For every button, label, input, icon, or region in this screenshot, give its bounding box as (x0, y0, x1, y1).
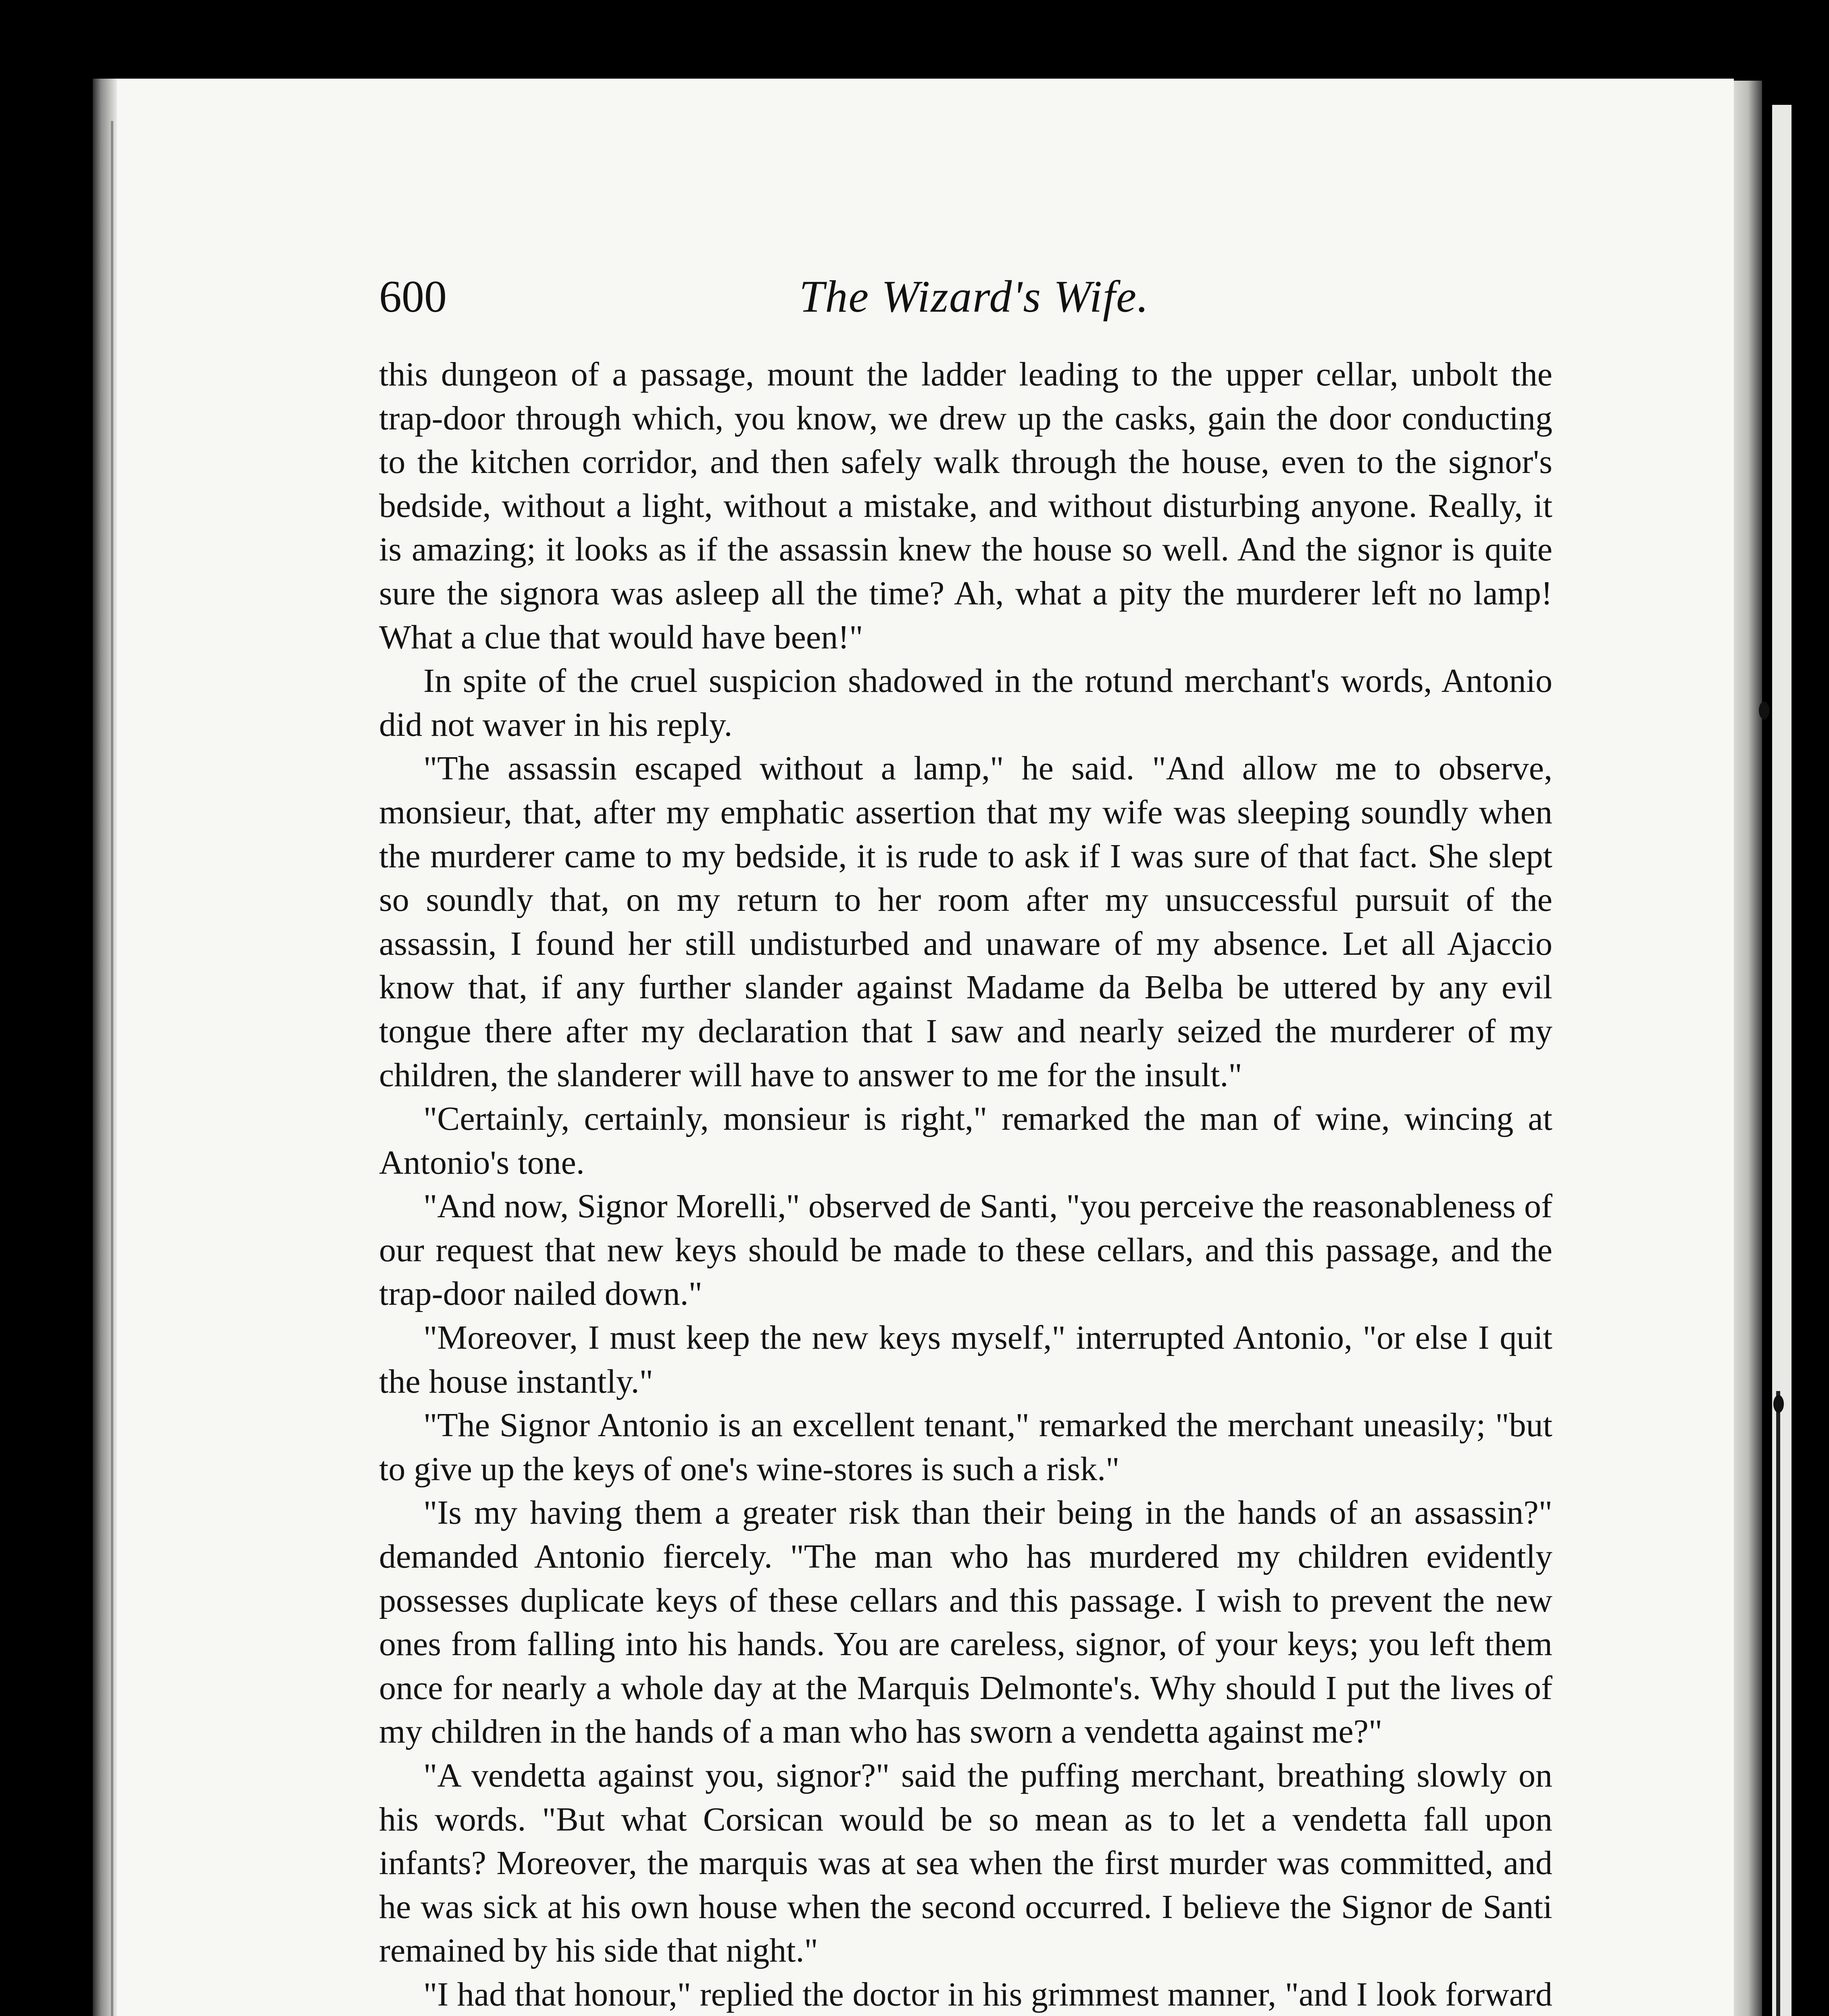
running-head (379, 258, 1149, 339)
binding-knot (1759, 702, 1769, 719)
paragraph: this dungeon of a passage, mount the ladder leading to the upper cellar, unbolt the trap-door through which, you know, we drew up the casks, gain the door conducting to the kitchen corridor, and then safely walk through the house, even to the signor's bedside, without a light, without a mistake, and without disturbing anyone. Really, it is amazing; it looks as if the assassin knew the house so well. And the signor is quite sure the signora was asleep all the time? Ah, what a pity the murderer left no lamp! What a clue that would have been!" (379, 356, 1552, 656)
page-edge-strip (1734, 81, 1762, 2016)
binding-thread (1776, 1391, 1780, 2016)
page-edge-strip-inner (1772, 105, 1792, 2016)
binding-gutter (93, 79, 117, 2016)
paragraph: "And now, Signor Morelli," observed de Santi, "you perceive the reasonableness of our request that new keys should be made to these cellars, and this passage, and the trap-door nailed down." (379, 1187, 1552, 1313)
running-title: The Wizard's Wife. (799, 272, 1149, 322)
paragraph: "I had that honour," replied the doctor in his grimmest manner, "and I look forward (423, 1975, 1552, 2013)
paragraph: "Is my having them a greater risk than their being in the hands of an assassin?" demanded Antonio fiercely. "The man who has murdered my children evidently possesses duplicate keys of these cellars and this passage. I wish to prevent the new ones from falling into his hands. You are careless, signor, of your keys; you left them once for nearly a whole day at the Marquis Delmonte's. Why should I put the lives of my children in the hands of a man who has sworn a vendetta against me?" (379, 1494, 1552, 1751)
body-text (379, 353, 1552, 2016)
paragraph: In spite of the cruel suspicion shadowed in the rotund merchant's words, Antonio did not waver in his reply. (379, 662, 1552, 744)
paragraph: "The Signor Antonio is an excellent tenant," remarked the merchant uneasily; "but to give up the keys of one's wine-stores is such a risk." (379, 1406, 1552, 1488)
page-number: 600 (379, 272, 447, 322)
paragraph: "Certainly, certainly, monsieur is right," remarked the man of wine, wincing at Antonio's tone. (379, 1100, 1552, 1181)
paragraph: "The assassin escaped without a lamp," he said. "And allow me to observe, monsieur, that, after my emphatic assertion that my wife was sleeping soundly when the murderer came to my bedside, it is rude to ask if I was sure of that fact. She slept so soundly that, on my return to her room after my unsuccessful pursuit of the assassin, I found her still undisturbed and unaware of my absence. Let all Ajaccio know that, if any further slander against Madame da Belba be uttered by any evil tongue there after my declaration that I saw and nearly seized the murderer of my children, the slanderer will have to answer to me for the insult." (379, 750, 1552, 1094)
paragraph: "A vendetta against you, signor?" said the puffing merchant, breathing slowly on his words. "But what Corsican would be so mean as to let a vendetta fall upon infants? Moreover, the marquis was at sea when the first murder was committed, and he was sick at his own house when the second occurred. I believe the Signor de Santi remained by his side that night." (379, 1757, 1552, 1970)
paragraph: "Moreover, I must keep the new keys myself," interrupted Antonio, "or else I quit the house instantly." (379, 1319, 1552, 1400)
binding-knot (1773, 1395, 1784, 1413)
gutter-line (111, 121, 113, 2016)
